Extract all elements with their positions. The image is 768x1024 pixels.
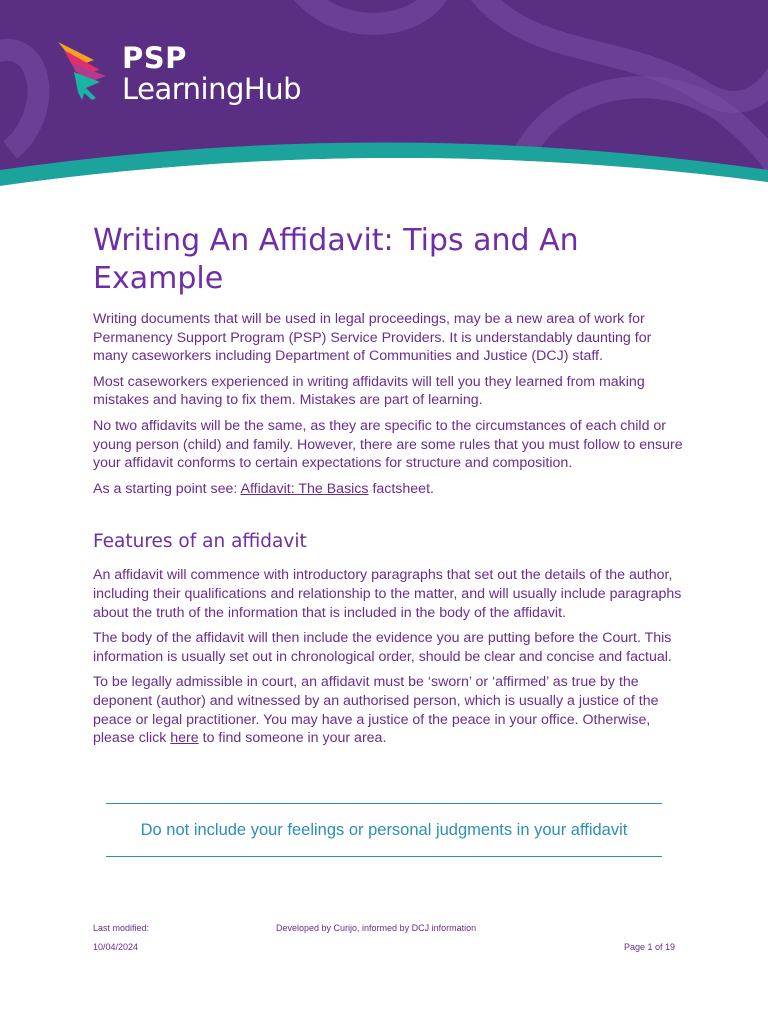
footer-page-number: Page 1 of 19	[623, 942, 675, 952]
starting-point-prefix: As a starting point see:	[93, 480, 241, 497]
intro-paragraph-3: No two affidavits will be the same, as they are specific to the circumstances of each child or young person (child) and family. However, there are some rules that you must follow to ensure your affidavit conforms to certain expectations for structure and composition.	[93, 417, 683, 472]
logo-text-psp: PSP	[122, 41, 187, 75]
admissible-suffix: to find someone in your area.	[198, 730, 387, 747]
affidavit-basics-link[interactable]: Affidavit: The Basics	[240, 480, 369, 497]
footer-developed-by: Developed by Curijo, informed by DCJ information	[276, 923, 477, 933]
callout-box	[106, 803, 662, 857]
starting-point-suffix: factsheet.	[368, 480, 434, 497]
callout-text: Do not include your feelings or personal judgments in your affidavit	[140, 820, 628, 839]
features-paragraph-2: The body of the affidavit will then include the evidence you are putting before the Court. This information is usually set out in chronological order, should be clear and concise and factual.	[93, 630, 672, 665]
find-jp-link[interactable]: here	[170, 730, 199, 747]
page-title: Writing An Affidavit: Tips and An Example	[93, 223, 579, 296]
intro-paragraph-1: Writing documents that will be used in legal proceedings, may be a new area of work for Permanency Support Program (PSP) Service Providers. It is understandably daunting for many caseworkers including Department of Communities and Justice (DCJ) staff.	[93, 311, 652, 365]
features-paragraph-3	[93, 673, 683, 747]
intro-paragraph-2: Most caseworkers experienced in writing affidavits will tell you they learned from making mistakes and having to fix them. Mistakes are part of learning.	[93, 373, 645, 409]
footer-modified-date: 10/04/2024	[93, 942, 139, 952]
admissible-text: To be legally admissible in court, an affidavit must be ‘sworn’ or ‘affirmed’ as true by the deponent (author) and witnessed by an authorised person, which is usually a justice of the peace or legal practitioner. You may have a justice of the peace in your office. Otherwise, please click	[93, 674, 659, 747]
page-header	[0, 0, 768, 200]
logo-text-learninghub: LearningHub	[122, 72, 301, 106]
features-paragraph-1: An affidavit will commence with introductory paragraphs that set out the details of the author, including their qualifications and relationship to the matter, and will usually include paragraphs about the truth of the information that is included in the body of the affidavit.	[93, 567, 682, 621]
document-body	[93, 222, 683, 755]
psp-learninghub-logo	[56, 42, 336, 112]
intro-paragraph-4	[93, 480, 683, 499]
features-heading: Features of an affidavit	[93, 531, 307, 553]
logo-arrow-icon	[56, 42, 116, 102]
footer-modified-label: Last modified:	[93, 923, 150, 933]
